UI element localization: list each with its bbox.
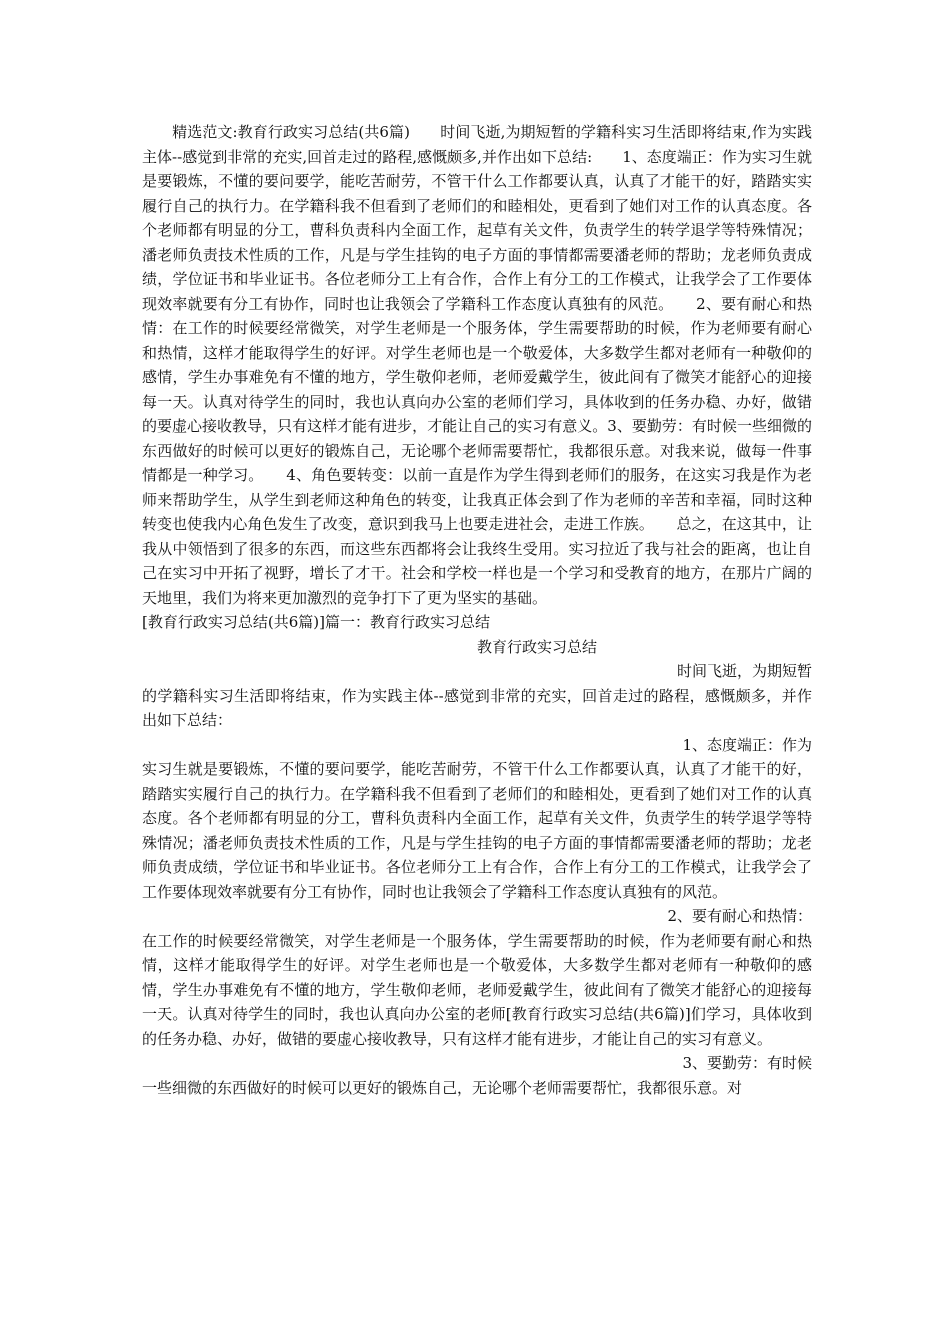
point3-paragraph: 一些细微的东西做好的时候可以更好的锻炼自己，无论哪个老师需要帮忙，我都很乐意。对	[142, 1078, 743, 1097]
point3-heading: 3、要勤劳：有时候	[682, 1054, 812, 1072]
point1-paragraph: 实习生就是要锻炼，不懂的要问要学，能吃苦耐劳，不管干什么工作都要认真，认真了才能干的好，踏踏实实履行自己的执行力。在学籍科我不但看到了老师们的和睦相处，更看到了她们对工作的认真态度。各个老师都有明显的分工，曹科负责科内全面工作，起草有关文件，负责学生的转学退学等特殊情况；潘老师负责技术性质的工作，凡是与学生挂钩的电子方面的事情都需要潘老师的帮助；龙老师负责成绩，学位证书和毕业证书。各位老师分工上有合作，合作上有分工的工作模式，让我学会了工作要体现效率就要有分工有协作，同时也让我领会了学籍科工作态度认真独有的风范。	[142, 760, 812, 901]
section-title: 教育行政实习总结	[476, 637, 597, 656]
section-header: [教育行政实习总结(共6篇)]篇一：教育行政实习总结	[142, 613, 490, 631]
point2-paragraph: 在工作的时候要经常微笑，对学生老师是一个服务体，学生需要帮助的时候，作为老师要有耐心和热情，这样才能取得学生的好评。对学生老师也是一个敬爱体，大多数学生都对老师有一种敬仰的感情，学生办事难免有不懂的地方，学生敬仰老师，老师爱戴学生，彼此间有了微笑才能舒心的迎接每一天。认真对待学生的同时，我也认真向办公室的老师[教育行政实习总结(共6篇)]们学习，具体收到的任务办稳、办好，做错的要虚心接收教导，只有这样才能有进步，才能让自己的实习有意义。	[142, 931, 812, 1048]
point1-heading: 1、态度端正：作为	[682, 735, 812, 754]
document-page	[142, 120, 812, 1100]
opening-right-line: 时间飞逝，为期短暂	[676, 662, 812, 680]
point2-heading: 2、要有耐心和热情：	[667, 907, 812, 925]
intro-paragraph: 精选范文:教育行政实习总结(共6篇) 时间飞逝,为期短暂的学籍科实习生活即将结束,作为实践主体--感觉到非常的充实,回首走过的路程,感慨颇多,并作出如下总结: 1、态度端正：作为实习生就是要锻炼，不懂的要问要学，能吃苦耐劳，不管干什么工作都要认真，认真了才能干的好，踏踏实实履行自己的执行力。在学籍科我不但看到了老师们的和睦相处，更看到了她们对工作的认真态度。各个老师都有明显的分工，曹科负责科内全面工作，起草有关文件，负责学生的转学退学等特殊情况；潘老师负责技术性质的工作，凡是与学生挂钩的电子方面的事情都需要潘老师的帮助；龙老师负责成绩，学位证书和毕业证书。各位老师分工上有合作，合作上有分工的工作模式，让我学会了工作要体现效率就要有分工有协作，同时也让我领会了学籍科工作态度认真独有的风范。 2、要有耐心和热情：在工作的时候要经常微笑，对学生老师是一个服务体，学生需要帮助的时候，作为老师要有耐心和热情，这样才能取得学生的好评。对学生老师也是一个敬爱体，大多数学生都对老师有一种敬仰的感情，学生办事难免有不懂的地方，学生敬仰老师，老师爱戴学生，彼此间有了微笑才能舒心的迎接每一天。认真对待学生的同时，我也认真向办公室的老师们学习，具体收到的任务办稳、办好，做错的要虚心接收教导，只有这样才能有进步，才能让自己的实习有意义。3、要勤劳：有时候一些细微的东西做好的时候可以更好的锻炼自己，无论哪个老师需要帮忙，我都很乐意。对我来说，做每一件事情都是一种学习。 4、角色要转变：以前一直是作为学生得到老师们的服务，在这实习我是作为老师来帮助学生，从学生到老师这种角色的转变，让我真正体会到了作为老师的辛苦和幸福，同时这种转变也使我内心角色发生了改变，意识到我马上也要走进社会，走进工作族。 总之，在这其中，让我从中领悟到了很多的东西，而这些东西都将会让我终生受用。实习拉近了我与社会的距离，也让自己在实习中开拓了视野，增长了才干。社会和学校一样也是一个学习和受教育的地方，在那片广阔的天地里，我们为将来更加激烈的竞争打下了更为坚实的基础。	[142, 123, 812, 607]
opening-paragraph: 的学籍科实习生活即将结束，作为实践主体--感觉到非常的充实，回首走过的路程，感慨颇多，并作出如下总结：	[142, 686, 812, 729]
